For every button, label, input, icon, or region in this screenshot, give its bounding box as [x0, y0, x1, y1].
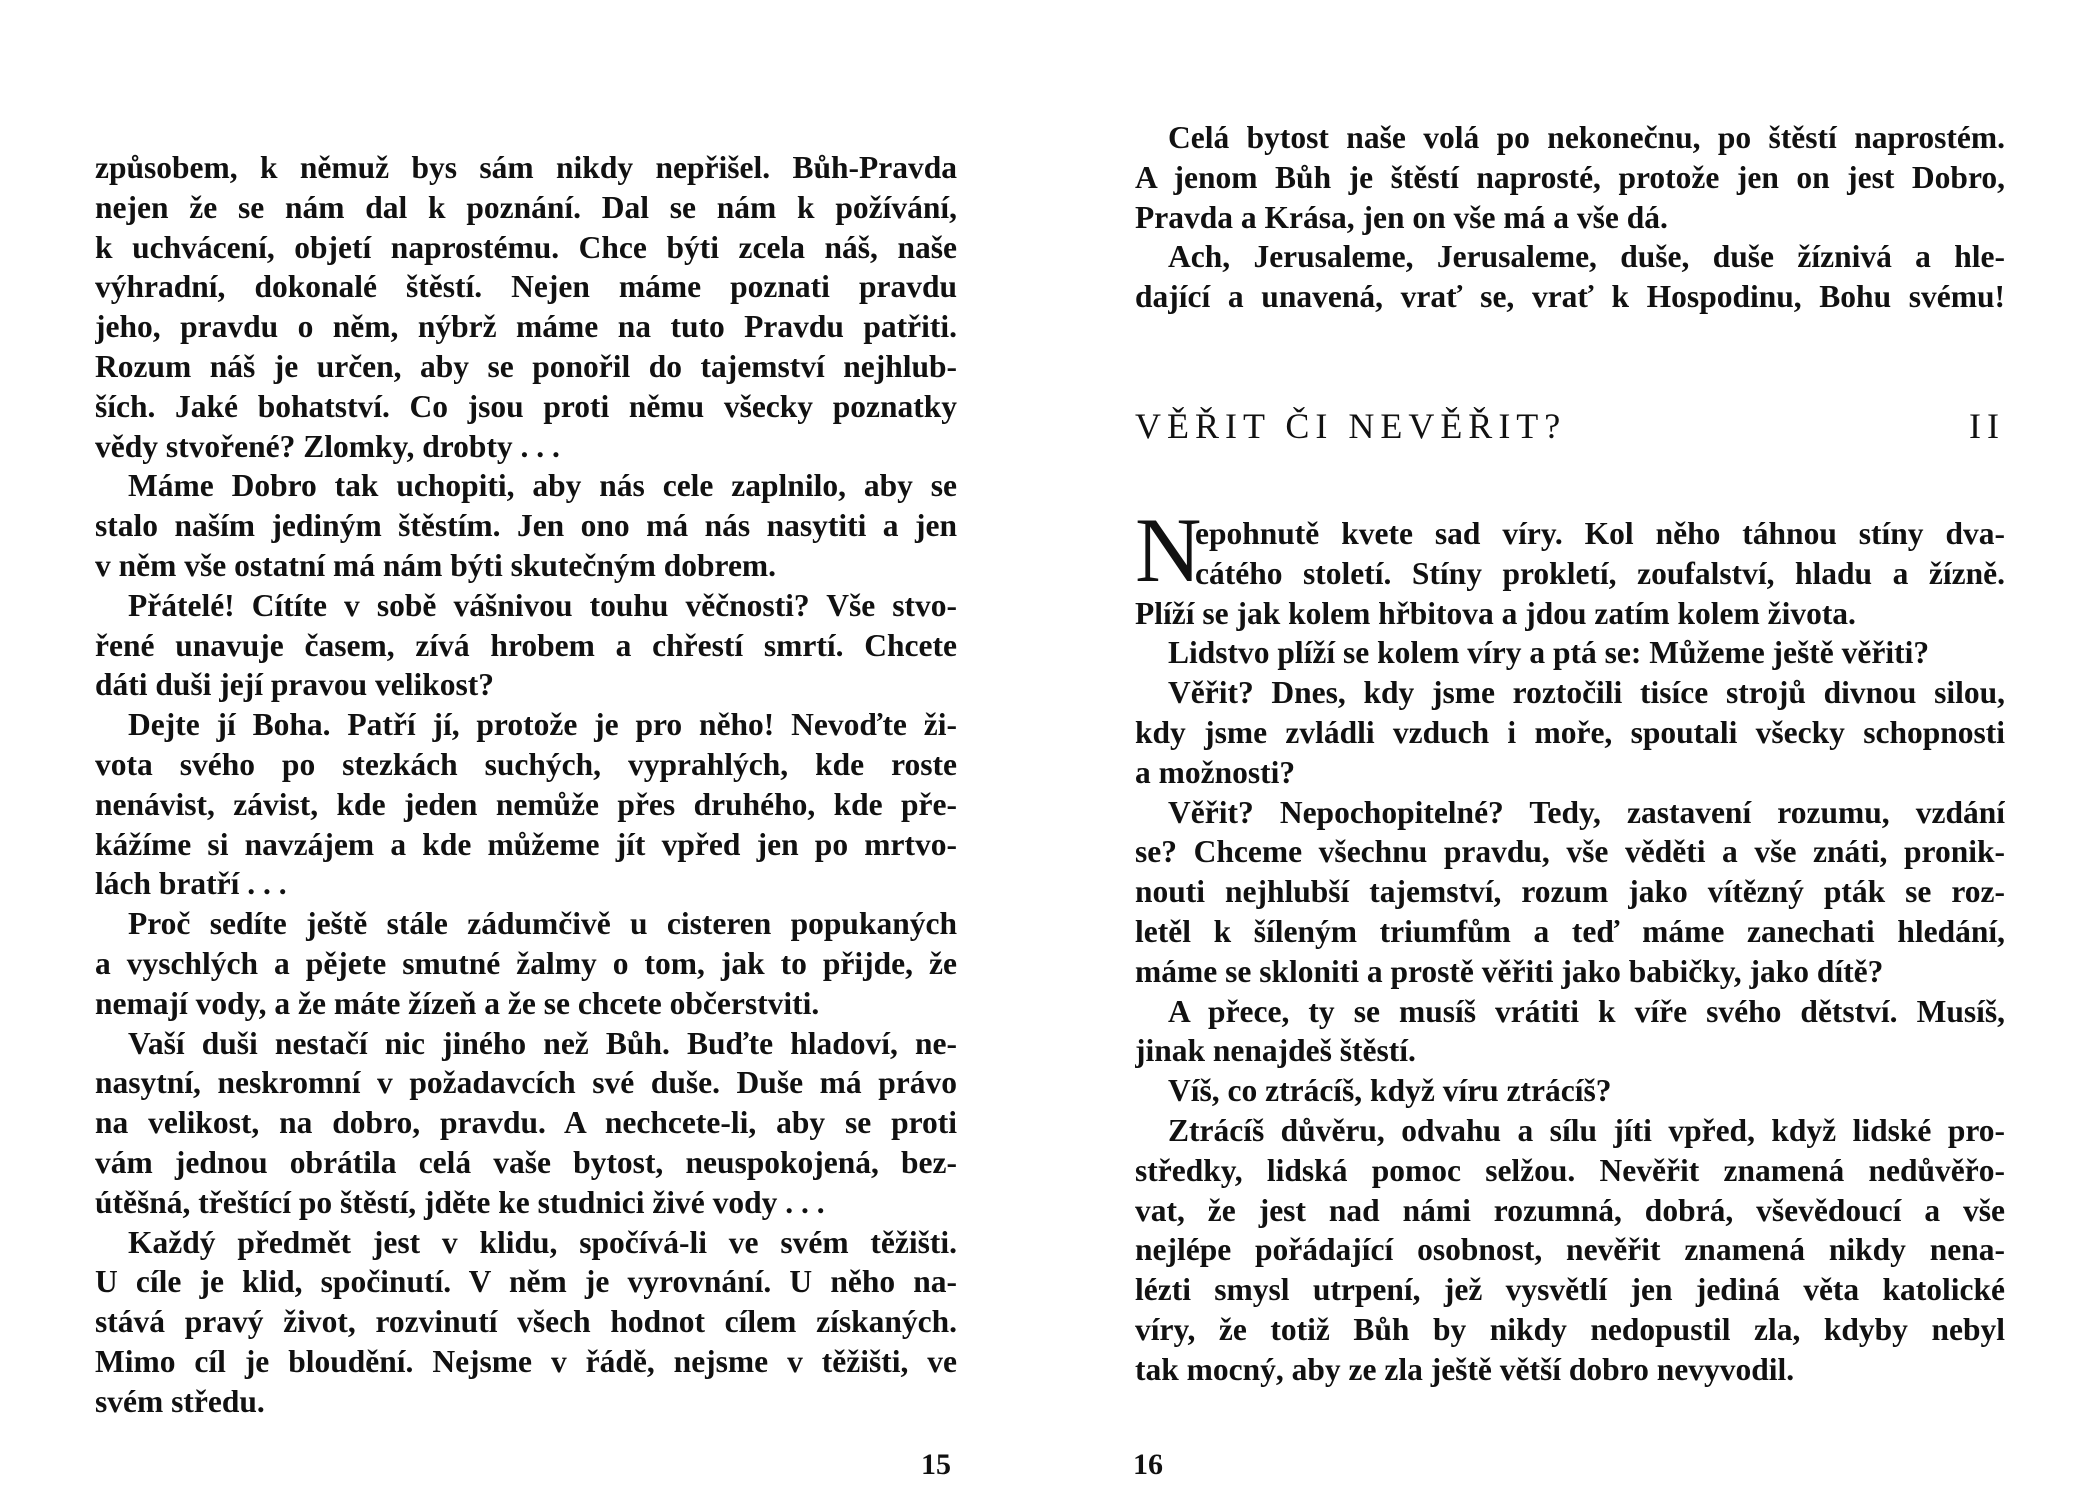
text-line: a možnosti?	[1135, 754, 1296, 790]
text-line: máme se skloniti a prostě věřiti jako babičky, jako dítě?	[1135, 953, 1884, 989]
text-line: cátého století. Stíny prokletí, zoufalství, hladu a žízně.	[1195, 555, 2005, 591]
text-line: jinak nenajdeš štěstí.	[1135, 1033, 1416, 1069]
page-number: 16	[1133, 1448, 1163, 1481]
chapter-heading	[1135, 405, 2005, 447]
text-line: Celá bytost naše volá po nekonečnu, po štěstí naprostém.	[1168, 120, 2005, 155]
text-line: středky, lidská pomoc selžou. Nevěřit znamená nedůvěřo-	[1135, 1152, 2005, 1188]
text-line: A přece, ty se musíš vrátiti k víře svého dětství. Musíš,	[1168, 993, 2005, 1029]
left-page-text	[95, 148, 957, 1422]
text-line: ších. Jaké bohatství. Co jsou proti němu všecky poznatky	[95, 388, 957, 424]
text-line: Přátelé! Cítíte v sobě vášnivou touhu věčnosti? Vše stvo-	[128, 587, 957, 623]
text-line: kdy jsme zvládli vzduch i moře, spoutali všecky schopnosti	[1135, 714, 2005, 750]
text-line: nemají vody, a že máte žízeň a že se chcete občerstviti.	[95, 985, 820, 1021]
text-line: v něm vše ostatní má nám býti skutečným dobrem.	[95, 547, 777, 583]
chapter-title: VĚŘIT ČI NEVĚŘIT?	[1135, 406, 1567, 446]
text-line: U cíle je klid, spočinutí. V něm je vyrovnání. U něho na-	[95, 1264, 957, 1300]
drop-cap: N	[1135, 499, 1202, 601]
text-line: Proč sedíte ještě stále zádumčivě u cisteren popukaných	[128, 906, 957, 942]
text-line: kážíme si navzájem a kde můžeme jít vpřed jen po mrtvo-	[95, 826, 957, 862]
text-line: Ach, Jerusaleme, Jerusaleme, duše, duše žíznivá a hle-	[1168, 239, 2005, 275]
text-line: stalo naším jediným štěstím. Jen ono má nás nasytiti a jen	[95, 508, 957, 544]
page-number: 15	[921, 1448, 951, 1481]
text-line: letěl k šíleným triumfům a teď máme zanechati hledání,	[1135, 913, 2005, 949]
text-line: Pravda a Krása, jen on vše má a vše dá.	[1135, 199, 1668, 235]
text-line: Máme Dobro tak uchopiti, aby nás cele zaplnilo, aby se	[128, 468, 957, 504]
text-line: víry, že totiž Bůh by nikdy nedopustil zla, kdyby nebyl	[1135, 1311, 2005, 1347]
text-line: Dejte jí Boha. Patří jí, protože je pro něho! Nevoďte ži-	[128, 707, 957, 743]
text-line: k uchvácení, objetí naprostému. Chce býti zcela náš, naše	[95, 229, 957, 265]
text-line: stává pravý život, rozvinutí všech hodnot cílem získaných.	[95, 1304, 957, 1340]
text-line: A jenom Bůh je štěstí naprosté, protože jen on jest Dobro,	[1135, 159, 2005, 195]
text-line: Ztrácíš důvěru, odvahu a sílu jíti vpřed, když lidské pro-	[1168, 1112, 2005, 1148]
text-line: vota svého po stezkách suchých, vyprahlých, kde roste	[95, 746, 957, 782]
text-line: Víš, co ztrácíš, když víru ztrácíš?	[1168, 1073, 1612, 1109]
text-line: dáti duši její pravou velikost?	[95, 667, 495, 703]
text-line: útěšná, třeštící po štěstí, jděte ke studnici živé vody . . .	[95, 1184, 825, 1220]
text-line: tak mocný, aby ze zla ještě větší dobro nevyvodil.	[1135, 1351, 1795, 1387]
text-line: dající a unavená, vrať se, vrať k Hospodinu, Bohu svému!	[1135, 279, 2005, 315]
text-line: nejlépe pořádající osobnost, nevěřit znamená nikdy nena-	[1135, 1232, 2005, 1268]
right-page	[1043, 0, 2086, 1500]
text-line: nenávist, závist, kde jeden nemůže přes druhého, kde pře-	[95, 786, 957, 822]
text-line: výhradní, dokonalé štěstí. Nejen máme poznati pravdu	[95, 269, 957, 305]
text-line: svém středu.	[95, 1383, 265, 1419]
text-line: Mimo cíl je bloudění. Nejsme v řádě, nejsme v těžišti, ve	[95, 1343, 957, 1379]
text-line: způsobem, k němuž bys sám nikdy nepřišel. Bůh-Pravda	[95, 150, 957, 185]
text-line: epohnutě kvete sad víry. Kol něho táhnou stíny dva-	[1195, 516, 2005, 551]
text-line: se? Chceme všechnu pravdu, vše věděti a vše znáti, pronik-	[1135, 834, 2005, 870]
text-line: Plíží se jak kolem hřbitova a jdou zatím kolem života.	[1135, 595, 1856, 631]
text-line: a vyschlých a pějete smutné žalmy o tom, jak to přijde, že	[95, 945, 957, 981]
text-line: Rozum náš je určen, aby se ponořil do tajemství nejhlub-	[95, 348, 957, 384]
text-line: vědy stvořené? Zlomky, drobty . . .	[95, 428, 560, 464]
text-line: na velikost, na dobro, pravdu. A nechcete-li, aby se proti	[95, 1105, 957, 1141]
text-line: lézti smysl utrpení, jež vysvětlí jen jediná věta katolické	[1135, 1272, 2005, 1308]
text-line: lách bratří . . .	[95, 866, 287, 902]
text-line: Lidstvo plíží se kolem víry a ptá se: Můžeme ještě věřiti?	[1168, 635, 1930, 671]
text-line: řené unavuje časem, zívá hrobem a chřestí smrtí. Chcete	[95, 627, 957, 663]
text-line: vat, že jest nad námi rozumná, dobrá, vševědoucí a vše	[1135, 1192, 2005, 1228]
text-line: Vaší duši nestačí nic jiného než Bůh. Buďte hladoví, ne-	[128, 1025, 957, 1061]
text-line: Věřit? Dnes, kdy jsme roztočili tisíce strojů divnou silou,	[1168, 675, 2005, 711]
chapter-number: II	[1969, 406, 2005, 446]
right-page-top-text	[1135, 118, 2005, 317]
text-line: Věřit? Nepochopitelné? Tedy, zastavení rozumu, vzdání	[1168, 794, 2005, 830]
text-line: vám jednou obrátila celá vaše bytost, neuspokojená, bez-	[95, 1144, 957, 1180]
text-line: jeho, pravdu o něm, nýbrž máme na tuto Pravdu patřiti.	[95, 309, 957, 345]
text-line: nasytní, neskromní v požadavcích své duše. Duše má právo	[95, 1065, 957, 1101]
text-line: Každý předmět jest v klidu, spočívá-li ve svém těžišti.	[128, 1224, 957, 1260]
right-page-body-text	[1135, 514, 2005, 1390]
text-line: nouti nejhlubší tajemství, rozum jako vítězný pták se roz-	[1135, 874, 2005, 910]
text-line: nejen že se nám dal k poznání. Dal se nám k požívání,	[95, 189, 957, 225]
